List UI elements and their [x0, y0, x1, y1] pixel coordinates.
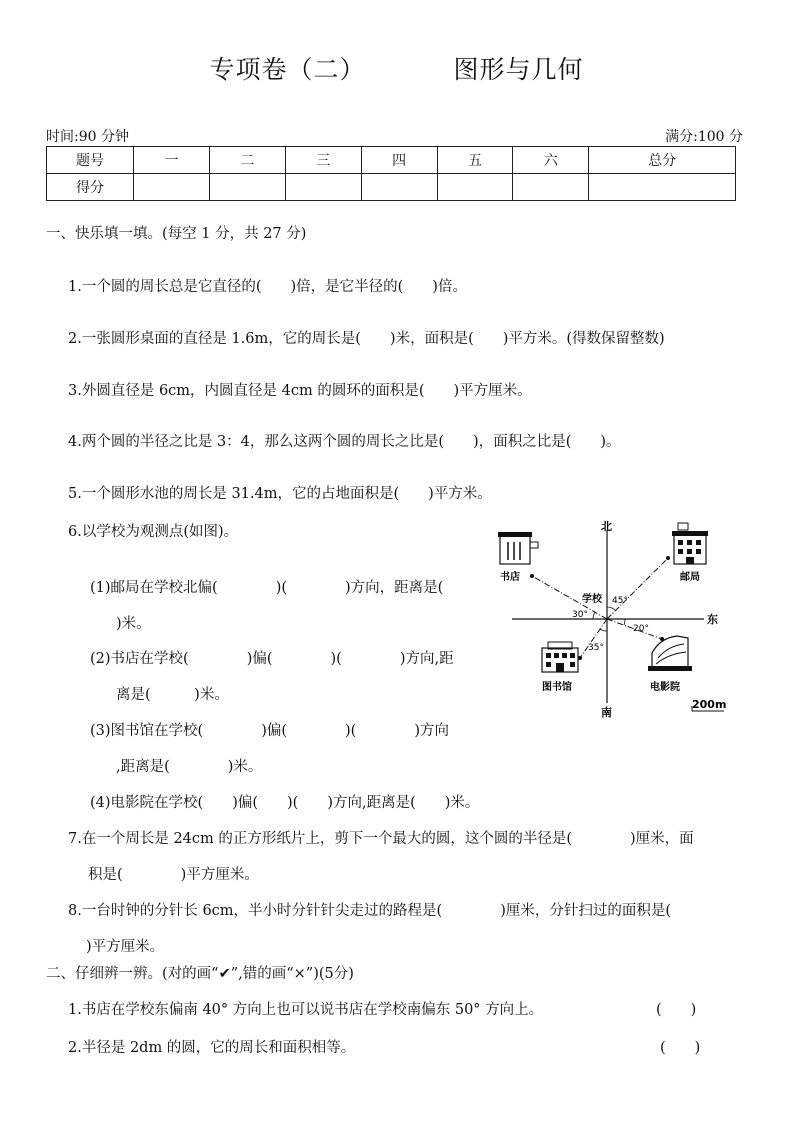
cinema-label: 电影院: [650, 682, 680, 693]
school-label: 学校: [582, 594, 602, 605]
arc-35: [600, 629, 607, 631]
question-8b: )平方厘米。: [86, 939, 165, 955]
question-6-3a: (3)图书馆在学校( )偏( )( )方向: [90, 723, 449, 739]
table-cell: 题号: [47, 147, 134, 174]
judge-answer-2[interactable]: ( ): [660, 1040, 701, 1056]
post-office-icon: [672, 523, 708, 564]
bookstore-label: 书店: [500, 572, 520, 583]
title-left: 专项卷（二）: [209, 55, 366, 84]
full-score: 满分:100 分: [665, 129, 743, 145]
bookstore-icon: [498, 532, 538, 564]
angle-20-label: 20°: [633, 624, 649, 634]
question-7a: 7.在一个周长是 24cm 的正方形纸片上，剪下一个最大的圆，这个圆的半径是( )厘米，面: [68, 831, 694, 847]
table-cell: 五: [437, 147, 513, 174]
arc-20: [624, 619, 625, 625]
table-cell: 六: [513, 147, 589, 174]
angle-35-label: 35°: [588, 643, 604, 653]
score-input-cell[interactable]: [437, 174, 513, 201]
table-row: [47, 147, 736, 174]
judge-question-2: 2.半径是 2dm 的圆，它的周长和面积相等。: [68, 1040, 356, 1056]
score-input-cell[interactable]: [513, 174, 589, 201]
cinema-icon: [648, 636, 692, 671]
angle-30-label: 30°: [572, 610, 588, 620]
question-8a: 8.一台时钟的分针长 6cm，半小时分针针尖走过的路程是( )厘米，分针扫过的面积是(: [68, 903, 672, 919]
question-1: 1.一个圆的周长总是它直径的( )倍，是它半径的( )倍。: [68, 279, 467, 295]
judge-question-1: 1.书店在学校东偏南 40° 方向上也可以说书店在学校南偏东 50° 方向上。: [68, 1002, 544, 1018]
north-label: 北: [601, 520, 612, 533]
table-cell: 二: [209, 147, 285, 174]
scale-label: 200m: [692, 698, 727, 711]
judge-answer-1[interactable]: ( ): [656, 1002, 697, 1018]
direction-map: [492, 518, 742, 718]
score-input-cell[interactable]: [285, 174, 361, 201]
post-office-label: 邮局: [680, 572, 700, 583]
question-4: 4.两个圆的半径之比是 3：4，那么这两个圆的周长之比是( )，面积之比是( )。: [68, 434, 621, 450]
score-input-cell[interactable]: [361, 174, 437, 201]
question-6-3b: ,距离是( )米。: [116, 759, 263, 775]
question-3: 3.外圆直径是 6cm，内圆直径是 4cm 的圆环的面积是( )平方厘米。: [68, 383, 532, 399]
table-cell: 三: [285, 147, 361, 174]
score-input-cell[interactable]: [589, 174, 736, 201]
question-6-2a: (2)书店在学校( )偏( )( )方向,距: [90, 651, 454, 667]
question-6-1a: (1)邮局在学校北偏( )( )方向，距离是(: [90, 580, 444, 596]
east-label: 东: [707, 613, 718, 626]
arc-30: [593, 612, 595, 619]
table-cell: 四: [361, 147, 437, 174]
library-label: 图书馆: [542, 682, 572, 693]
page-title: [0, 50, 793, 86]
table-row: [47, 174, 736, 201]
point-bookstore: [530, 574, 534, 578]
ray-post-office: [607, 558, 668, 619]
library-icon: [542, 642, 578, 672]
angle-45-label: 45°: [612, 596, 628, 606]
question-6-4: (4)电影院在学校( )偏( )( )方向,距离是( )米。: [90, 795, 480, 811]
point-post-office: [666, 556, 670, 560]
score-table: [46, 146, 736, 201]
question-7b: 积是( )平方厘米。: [88, 867, 259, 883]
question-6-2b: 离是( )米。: [116, 687, 229, 703]
section1-heading: 一、快乐填一填。(每空 1 分，共 27 分): [46, 226, 307, 242]
table-cell: 得分: [47, 174, 134, 201]
section2-heading: 二、仔细辨一辨。(对的画“✔”,错的画“×”)(5分): [46, 966, 354, 982]
question-6-1b: )米。: [116, 616, 151, 632]
score-input-cell[interactable]: [209, 174, 285, 201]
arc-45: [607, 607, 615, 610]
question-6: 6.以学校为观测点(如图)。: [68, 524, 239, 540]
title-right: 图形与几何: [453, 55, 584, 84]
score-input-cell[interactable]: [134, 174, 210, 201]
table-cell: 总分: [589, 147, 736, 174]
table-cell: 一: [134, 147, 210, 174]
south-label: 南: [601, 706, 612, 718]
question-5: 5.一个圆形水池的周长是 31.4m，它的占地面积是( )平方米。: [68, 486, 492, 502]
exam-time: 时间:90 分钟: [46, 129, 129, 145]
question-2: 2.一张圆形桌面的直径是 1.6m，它的周长是( )米，面积是( )平方米。(得数保留整数): [68, 331, 665, 347]
